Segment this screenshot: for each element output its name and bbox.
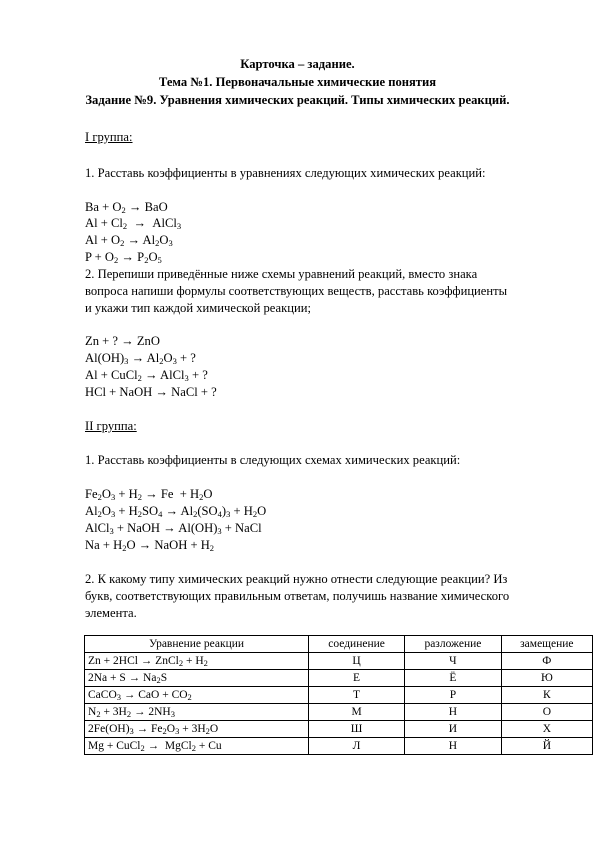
group1-question2: и укажи тип каждой химической реакции; [85, 301, 311, 315]
answer-letter: Р [405, 687, 502, 704]
answer-letter: Ё [405, 670, 502, 687]
equation: $Fe_2O_3 + H_2 \to Fe + H_2O$ [85, 487, 213, 502]
group2-question1: 1. Расставь коэффициенты в следующих схемах химических реакций: [85, 453, 461, 467]
table-row [85, 704, 593, 721]
equation: HCl + NaOH → NaCl + ? [85, 385, 217, 399]
equation: Al + CuCl$_2$ → AlCl$_3$ + ? [85, 368, 208, 383]
answer-letter: И [405, 721, 502, 738]
equation: AlCl$_3$ + NaOH → $Al(OH)_3$ + NaCl [85, 521, 262, 536]
group1-question2: вопроса напиши формулы соответствующих веществ, расставь коэффициенты [85, 284, 508, 298]
answer-letter: К [501, 687, 592, 704]
answer-letter: Е [309, 670, 405, 687]
equation: Zn + ? → ZnO [85, 334, 160, 348]
equation-cell: $2Na + S \to Na_2S$ [85, 670, 309, 687]
answer-letter: Ц [309, 653, 405, 670]
answer-letter: Ф [501, 653, 592, 670]
group1-question1: 1. Расставь коэффициенты в уравнениях следующих химических реакций: [85, 166, 486, 180]
task-line: Задание №9. Уравнения химических реакций. Типы химических реакций. [85, 93, 510, 107]
equation-cell: Mg + CuCl$_2$ → MgCl$_2$ + Cu [85, 738, 309, 755]
answer-letter: Ш [309, 721, 405, 738]
answer-letter: М [309, 704, 405, 721]
equation: $Al_2O_3 + H_2SO_4 \to Al_2(SO_4)_3 + H_2O$ [85, 504, 267, 519]
table-row [85, 653, 593, 670]
answer-letter: Ю [501, 670, 592, 687]
equation-cell: $N_2 + 3H_2 \to 2NH_3$ [85, 704, 309, 721]
equation: $Al + O_2 \to Al_2O_3$ [85, 233, 173, 248]
group2-question2: 2. К какому типу химических реакций нужно отнести следующие реакции? Из [85, 572, 508, 586]
equation-cell: CaCO$_3$ → CaO + $CO_2$ [85, 687, 309, 704]
group2-question2: элемента. [85, 606, 137, 620]
equation-cell: $2Fe(OH)_3 \to Fe_2O_3 + 3H_2O$ [85, 721, 309, 738]
group1-heading: I группа: [85, 130, 133, 144]
equation: $P + O_2 \to P_2O_5$ [85, 250, 162, 265]
table-header-row [85, 636, 593, 653]
reaction-type-table [84, 635, 593, 755]
answer-letter: Н [405, 738, 502, 755]
topic-line: Тема №1. Первоначальные химические понятия [158, 75, 437, 89]
group2-question2: букв, соответствующих правильным ответам, получишь название химического [85, 589, 510, 603]
answer-letter: Л [309, 738, 405, 755]
answer-letter: Ч [405, 653, 502, 670]
equation: $Na + H_2O$ → NaOH + $H_2$ [85, 538, 215, 553]
table-row [85, 721, 593, 738]
answer-letter: О [501, 704, 592, 721]
group1-question2: 2. Перепиши приведённые ниже схемы уравнений реакций, вместо знака [85, 267, 478, 281]
answer-letter: Й [501, 738, 592, 755]
answer-letter: Н [405, 704, 502, 721]
equation: $Al + Cl_2$ → AlCl$_3$ [85, 216, 182, 231]
answer-letter: Т [309, 687, 405, 704]
header-cell: разложение [405, 636, 502, 653]
header-cell: Уравнение реакции [85, 636, 309, 653]
header-cell: замещение [501, 636, 592, 653]
equation-cell: Zn + 2HCl → ZnCl$_2$ + $H_2$ [85, 653, 309, 670]
table-row [85, 670, 593, 687]
group2-heading: II группа: [85, 419, 137, 433]
table-row [85, 738, 593, 755]
answer-letter: Х [501, 721, 592, 738]
header-cell: соединение [309, 636, 405, 653]
table-row [85, 687, 593, 704]
equation: $Al(OH)_3 \to Al_2O_3$ + ? [85, 351, 196, 366]
page-title: Карточка – задание. [240, 57, 355, 71]
equation: $Ba + O_2$ → BaO [85, 200, 168, 215]
